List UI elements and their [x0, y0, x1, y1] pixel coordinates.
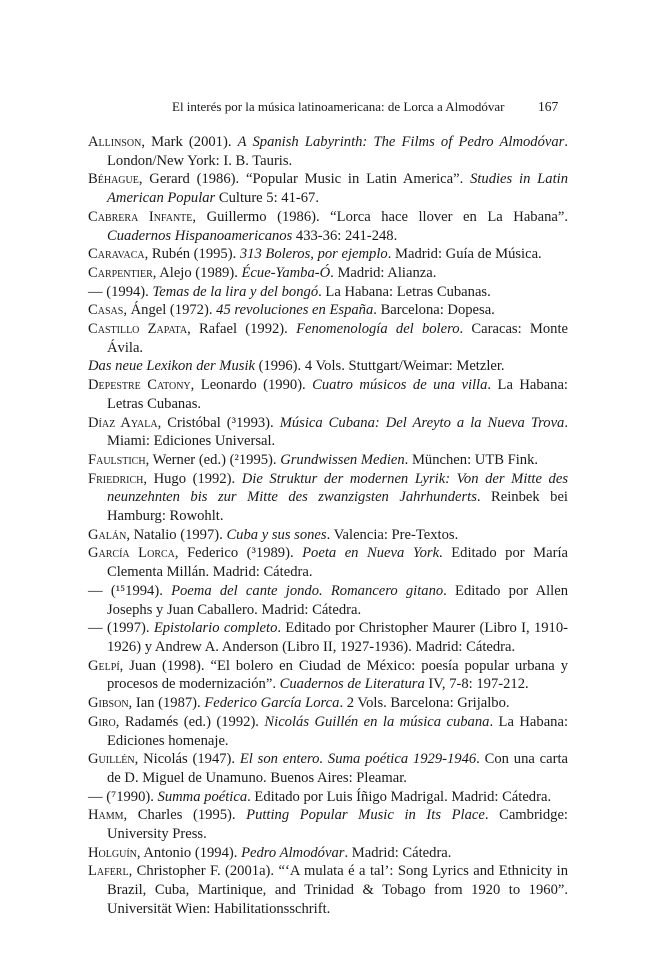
- entry-text: , Cristóbal (³1993).: [157, 414, 280, 431]
- entry-text: , Christopher F. (2001a). “‘A mulata é a tal’: Song Lyrics and Ethnicity in Brazil, Cuba, Martinique, and Trinidad & Tobago from 1920 to 1960”. Universität Wien: Habilitationsschrift.: [107, 863, 568, 917]
- entry-text: — (¹⁵1994).: [88, 582, 172, 599]
- entry-text: . München: UTB Fink.: [404, 451, 539, 468]
- bibliography-entry: [88, 544, 568, 581]
- entry-text: (1996). 4 Vols. Stuttgart/Weimar: Metzler.: [254, 358, 505, 375]
- entry-title: A Spanish Labyrinth: The Films of Pedro Almodóvar: [237, 134, 565, 150]
- entry-author: Hamm: [88, 807, 124, 824]
- entry-title: Grundwissen Medien: [280, 451, 405, 468]
- entry-author: Casas: [88, 302, 124, 319]
- entry-text: . La Habana: Letras Cubanas.: [107, 377, 568, 412]
- entry-text: . Madrid: Guía de Música.: [387, 246, 542, 263]
- entry-title: Summa poética: [157, 788, 248, 805]
- entry-author: Friedrich: [88, 470, 144, 487]
- entry-author: Galán: [88, 526, 127, 543]
- entry-title: Música Cubana: Del Areyto a la Nueva Trova: [279, 414, 565, 431]
- entry-title: Cuadernos de Literatura: [279, 676, 425, 693]
- entry-text: , Ian (1987).: [128, 695, 205, 712]
- entry-title: Pedro Almodóvar: [241, 844, 345, 861]
- entry-text: . Valencia: Pre-Textos.: [326, 526, 459, 543]
- entry-text: . Madrid: Cátedra.: [344, 844, 452, 861]
- entry-text: , Rafael (1992).: [187, 321, 297, 338]
- entry-title: Putting Popular Music in Its Place: [246, 807, 485, 824]
- entry-title: Poeta en Nueva York: [302, 545, 440, 562]
- entry-text: . 2 Vols. Barcelona: Grijalbo.: [339, 695, 510, 712]
- entry-title: Das neue Lexikon der Musik: [88, 358, 255, 375]
- entry-author: Allinson: [88, 134, 142, 150]
- bibliography-entry: [88, 208, 568, 245]
- entry-text: , Alejo (1989).: [152, 264, 242, 281]
- entry-text: . Editado por Allen Josephs y Juan Caballero. Madrid: Cátedra.: [107, 582, 568, 618]
- entry-text: , Gerard (1986). “Popular Music in Latin America”.: [138, 171, 471, 188]
- entry-author: Holguín: [88, 844, 137, 861]
- running-header: [0, 99, 650, 119]
- entry-text: — (1997).: [88, 620, 154, 637]
- entry-title: Fenomenología del bolero: [296, 321, 460, 338]
- entry-author: Castillo Zapata: [88, 321, 188, 338]
- bibliography-entry: [88, 806, 568, 843]
- entry-text: . Editado por María Clementa Millán. Madrid: Cátedra.: [107, 545, 568, 581]
- entry-author: Laferl: [88, 863, 129, 880]
- entry-text: , Rubén (1995).: [144, 246, 240, 263]
- entry-author: Caravaca: [88, 246, 145, 263]
- entry-text: . London/New York: I. B. Tauris.: [107, 134, 568, 169]
- entry-title: Studies in Latin American Popular: [107, 171, 568, 207]
- entry-text: . Reinbek bei Hamburg: Rowohlt.: [107, 489, 568, 525]
- entry-title: Temas de la lira y del bongó: [152, 283, 319, 300]
- bibliography-entry: [88, 283, 568, 302]
- entry-title: Nicolás Guillén en la música cubana: [264, 713, 490, 730]
- entry-text: . Con una carta de D. Miguel de Unamuno. Buenos Aires: Pleamar.: [107, 751, 568, 786]
- entry-text: . Caracas: Monte Ávila.: [107, 321, 568, 356]
- entry-text: . Barcelona: Dopesa.: [373, 302, 495, 319]
- entry-text: , Leonardo (1990).: [190, 377, 313, 394]
- entry-title: Die Struktur der modernen Lyrik: Von der Mitte des neunzehnten bis zur Mitte des zwanzigsten Jahrhunderts: [107, 470, 568, 506]
- entry-text: IV, 7-8: 197-212.: [424, 676, 529, 693]
- entry-author: Gibson: [88, 695, 129, 712]
- entry-text: . La Habana: Letras Cubanas.: [318, 283, 491, 300]
- running-title: El interés por la música latinoamericana: de Lorca a Almodóvar: [172, 99, 505, 114]
- entry-title: El son entero. Suma poética 1929-1946: [239, 751, 477, 768]
- bibliography-list: [88, 133, 568, 919]
- bibliography-entry: [88, 657, 568, 694]
- bibliography-entry: [88, 694, 568, 713]
- entry-title: Cuba y sus sones: [226, 526, 327, 543]
- entry-text: , Ángel (1972).: [123, 302, 217, 319]
- entry-title: Federico García Lorca: [204, 695, 340, 712]
- bibliography-entry: [88, 170, 568, 207]
- entry-text: , Werner (ed.) (²1995).: [145, 451, 281, 468]
- entry-text: , Guillermo (1986). “Lorca hace llover en La Habana”.: [192, 208, 568, 225]
- entry-author: Carpentier: [88, 264, 153, 281]
- entry-title: Epistolario completo: [153, 620, 278, 637]
- bibliography-entry: [88, 750, 568, 787]
- entry-title: 313 Boleros, por ejemplo: [239, 246, 388, 263]
- bibliography-entry: [88, 301, 568, 320]
- entry-text: 433-36: 241-248.: [292, 227, 398, 244]
- bibliography-entry: [88, 582, 568, 619]
- bibliography-entry: [88, 619, 568, 656]
- bibliography-entry: [88, 245, 568, 264]
- bibliography-entry: [88, 526, 568, 545]
- bibliography-entry: [88, 376, 568, 413]
- bibliography-entry: [88, 414, 568, 451]
- entry-text: , Mark (2001).: [141, 134, 238, 150]
- entry-title: Cuadernos Hispanoamericanos: [107, 227, 293, 244]
- entry-text: — (⁷1990).: [88, 788, 158, 805]
- entry-title: Écue-Yamba-Ó: [241, 264, 331, 281]
- bibliography-entry: [88, 788, 568, 807]
- bibliography-entry: [88, 862, 568, 918]
- entry-author: Giro: [88, 713, 116, 730]
- bibliography-entry: [88, 320, 568, 357]
- page-number: 167: [538, 99, 559, 114]
- entry-text: , Hugo (1992).: [143, 470, 242, 487]
- entry-text: — (1994).: [88, 283, 153, 300]
- entry-text: , Natalio (1997).: [126, 526, 227, 543]
- bibliography-entry: [88, 470, 568, 526]
- entry-author: Guillén: [88, 751, 135, 768]
- entry-text: , Charles (1995).: [123, 807, 247, 824]
- entry-text: , Nicolás (1947).: [134, 751, 240, 768]
- bibliography-entry: [88, 451, 568, 470]
- bibliography-entry: [88, 844, 568, 863]
- entry-text: , Federico (³1989).: [174, 545, 303, 562]
- entry-text: . Madrid: Alianza.: [330, 264, 437, 281]
- entry-text: . Editado por Christopher Maurer (Libro I, 1910-1926) y Andrew A. Anderson (Libro II, 1927-1936). Madrid: Cátedra.: [107, 620, 568, 655]
- entry-text: . Cambridge: University Press.: [107, 807, 568, 843]
- entry-text: , Antonio (1994).: [136, 844, 242, 861]
- entry-text: . Editado por Luis Íñigo Madrigal. Madrid: Cátedra.: [247, 788, 552, 805]
- entry-text: Culture 5: 41-67.: [215, 190, 320, 207]
- entry-text: . La Habana: Ediciones homenaje.: [107, 713, 569, 749]
- entry-author: Díaz Ayala: [88, 414, 158, 431]
- entry-text: , Juan (1998). “El bolero en Ciudad de México: poesía popular urbana y procesos de modernización”.: [107, 657, 568, 693]
- entry-author: Depestre Catony: [88, 377, 191, 394]
- entry-author: Faulstich: [88, 451, 146, 468]
- bibliography-entry: [88, 133, 568, 170]
- bibliography-entry: [88, 264, 568, 283]
- entry-author: Cabrera Infante: [88, 208, 193, 225]
- entry-author: Béhague: [88, 171, 139, 188]
- entry-author: García Lorca: [88, 545, 175, 562]
- entry-title: 45 revoluciones en España: [216, 302, 374, 319]
- entry-author: Gelpí: [88, 657, 120, 674]
- entry-text: . Miami: Ediciones Universal.: [107, 414, 569, 450]
- entry-text: , Radamés (ed.) (1992).: [115, 713, 265, 730]
- entry-title: Poema del cante jondo. Romancero gitano: [171, 582, 444, 599]
- bibliography-entry: [88, 357, 568, 376]
- entry-title: Cuatro músicos de una villa: [312, 377, 488, 394]
- bibliography-entry: [88, 713, 568, 750]
